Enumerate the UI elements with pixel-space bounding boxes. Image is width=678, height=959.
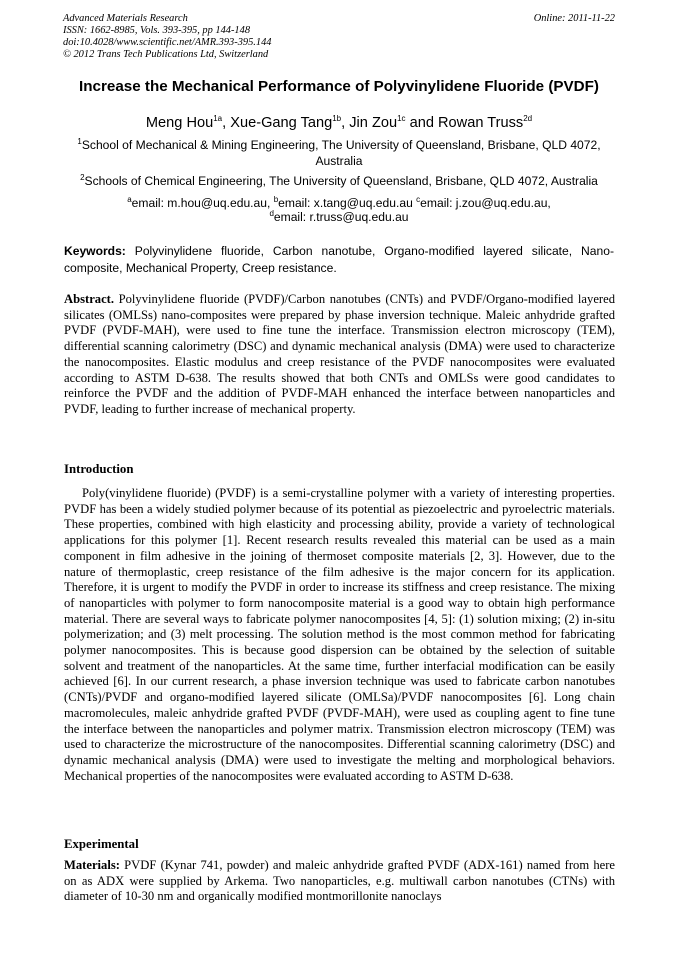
author-affiliation-mark: 1a bbox=[213, 114, 223, 124]
materials-label: Materials: bbox=[64, 858, 120, 872]
author-affiliation-mark: 1c bbox=[397, 114, 406, 124]
issn-line: ISSN: 1662-8985, Vols. 393-395, pp 144-148 bbox=[63, 25, 251, 36]
author-conjunction: and bbox=[405, 115, 439, 131]
email-mark: d bbox=[269, 208, 274, 218]
author-name: Jin Zou bbox=[349, 115, 398, 131]
author-separator: , bbox=[341, 115, 350, 131]
author-name: Meng Hou bbox=[145, 115, 214, 131]
email-line-1 bbox=[40, 196, 638, 211]
copyright-line: © 2012 Trans Tech Publications Ltd, Switzerland bbox=[63, 49, 269, 60]
author-name: Xue-Gang Tang bbox=[230, 115, 333, 131]
email-line-2 bbox=[40, 210, 638, 225]
abstract-text: Polyvinylidene fluoride (PVDF)/Carbon nanotubes (CNTs) and PVDF/Organo-modified layered silicates (OMLSs) nano-composites were prepared by phase inversion technique. Maleic anhydride grafted PVDF (PVDF-MAH), were used to fine tune the interface. Transmission electron microscopy (TEM), differential scanning calorimetry (DSC) and dynamic mechanical analysis (DMA) were used to characterize the nanocomposites. Elastic modulus and creep resistance of the PVDF nanocomposites were evaluated according to ASTM D-638. The results showed that both CNTs and OMLSs were good candidates to reinforce the PVDF and the addition of PVDF-MAH enhanced the interface between nanoparticles and PVDF, leading to further increase of mechanical property. bbox=[64, 292, 615, 416]
author-separator: , bbox=[222, 115, 231, 131]
affiliation-1 bbox=[66, 137, 612, 169]
affiliation-mark: 1 bbox=[77, 136, 82, 146]
email-address[interactable]: email: j.zou@uq.edu.au, bbox=[420, 196, 551, 210]
keywords-text: Polyvinylidene fluoride, Carbon nanotube, Organo-modified layered silicate, Nano-composite, Mechanical Property, Creep resistance. bbox=[64, 244, 614, 275]
email-address[interactable]: email: x.tang@uq.edu.au bbox=[278, 196, 417, 210]
experimental-heading: Experimental bbox=[64, 837, 139, 851]
doi-line: doi:10.4028/www.scientific.net/AMR.393-395.144 bbox=[63, 37, 272, 48]
keywords-paragraph bbox=[64, 243, 614, 276]
introduction-paragraph: Poly(vinylidene fluoride) (PVDF) is a semi-crystalline polymer with a variety of interesting properties. PVDF has been a widely studied polymer because of its potential as piezoelectric and pyroelectric materials. These properties, combined with high elasticity and processing ability, provide a variety of technological applications for this polymer [1]. Recent research results revealed this material can be used as a main component in film adhesive in the joining of thermoset composite materials [2, 3]. However, due to the nature of thermoplastic, creep resistance of the film adhesive is the major concern for its application. Therefore, it is urgent to modify the PVDF in order to increase its stiffness and creep resistance. The mixing of nanoparticles with polymer to form nanocomposite material is a good way to obtain high performance material. There are several ways to fabricate polymer nanocomposites [4, 5]: (1) solution mixing; (2) in-situ polymerization; and (3) melt processing. The solution method is the most common method for fabricating polymer nanocomposites. This is because good dispersion can be obtained by the selection of suitable solvent and treatment of the nanoparticles. At the same time, further interfacial modification can be easily achieved [6]. In our current research, a phase inversion technique was used to fabricate carbon nanotubes (CNTs)/PVDF and organo-modified layered silicate (OMLSa)/PVDF nanocomposites [6]. Long chain macromolecules, maleic anhydride grafted PVDF (PVDF-MAH), were used as coupling agent to fine tune the interface between the nanoparticles and polymer matrix. Transmission electron microscopy (TEM) was used to characterize the microstructure of the nanocomposites. Differential scanning calorimetry (DSC) and dynamic mechanical analysis (DMA) were used to investigate the melting and morphological behaviors. Mechanical properties of the nanocomposites were evaluated according to ASTM D-638. bbox=[64, 486, 615, 783]
abstract-label: Abstract. bbox=[64, 292, 115, 306]
keywords-label: Keywords: bbox=[64, 244, 126, 258]
email-mark: b bbox=[273, 194, 279, 204]
materials-paragraph bbox=[64, 858, 615, 905]
email-mark: c bbox=[416, 194, 421, 204]
author-list bbox=[40, 113, 638, 133]
abstract-paragraph bbox=[64, 292, 615, 418]
paper-title: Increase the Mechanical Performance of Polyvinylidene Fluoride (PVDF) bbox=[79, 78, 599, 95]
affiliation-text: School of Mechanical & Mining Engineering, The University of Queensland, Brisbane, QLD 4072, Australia bbox=[81, 138, 601, 168]
affiliation-2 bbox=[66, 173, 612, 189]
email-address[interactable]: email: r.truss@uq.edu.au bbox=[273, 210, 409, 224]
email-address[interactable]: email: m.hou@uq.edu.au, bbox=[131, 196, 274, 210]
affiliation-mark: 2 bbox=[80, 172, 85, 182]
author-affiliation-mark: 2d bbox=[523, 114, 533, 124]
author-affiliation-mark: 1b bbox=[332, 114, 342, 124]
email-mark: a bbox=[127, 194, 132, 204]
journal-name: Advanced Materials Research bbox=[63, 13, 188, 24]
affiliation-text: Schools of Chemical Engineering, The University of Queensland, Brisbane, QLD 4072, Australia bbox=[84, 174, 598, 188]
introduction-heading: Introduction bbox=[64, 462, 134, 476]
online-date: Online: 2011-11-22 bbox=[533, 13, 615, 24]
journal-header bbox=[63, 13, 615, 61]
materials-text: PVDF (Kynar 741, powder) and maleic anhydride grafted PVDF (ADX-161) named from here on as ADX were supplied by Arkema. Two nanoparticles, e.g. multiwall carbon nanotubes (CTNs) with diameter of 10-30 nm and organically modified montmorillonite nanoclays bbox=[64, 858, 615, 904]
author-name: Rowan Truss bbox=[438, 115, 524, 131]
